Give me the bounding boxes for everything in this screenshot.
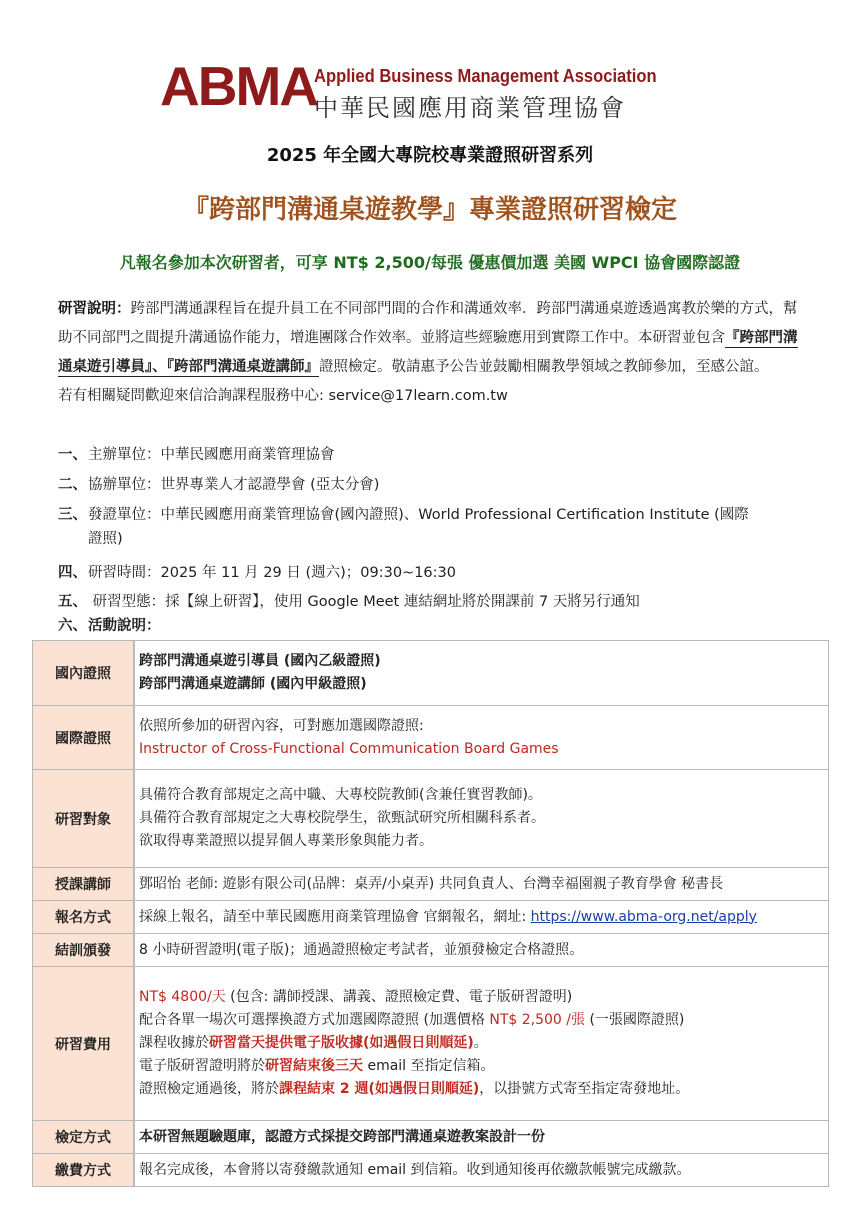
intro-cert-names: 『跨部門溝通桌遊引導員』、『跨部門溝通桌遊講師』 bbox=[58, 330, 798, 375]
table-row-exam bbox=[33, 1121, 829, 1154]
logo-mark: ABMA bbox=[160, 55, 317, 117]
row-label: 報名方式 bbox=[33, 901, 135, 934]
table-row-audience bbox=[33, 770, 829, 868]
row-content: 8 小時研習證明(電子版)；通過證照檢定考試者，並頒發檢定合格證照。 bbox=[134, 934, 829, 967]
item-organizer: 一、主辦單位：中華民國應用商業管理協會 bbox=[58, 447, 335, 463]
row-label: 結訓頒發 bbox=[33, 934, 135, 967]
series-title: 2025 年全國大專院校專業證照研習系列 bbox=[266, 145, 594, 166]
row-content: 依照所參加的研習內容，可對應加選國際證照: Instructor of Cross-Functional Communication Board Games bbox=[134, 706, 829, 770]
row-label: 研習費用 bbox=[33, 967, 135, 1121]
intro-text-2: 證照檢定。敬請惠予公告並鼓勵相關教學領域之教師參加，至感公誼。 bbox=[319, 359, 769, 375]
item-schedule: 四、研習時間：2025 年 11 月 29 日 (週六)；09:30~16:30 bbox=[58, 565, 456, 581]
registration-link[interactable]: https://www.abma-org.net/apply bbox=[530, 908, 757, 925]
row-content: NT$ 4800/天 (包含: 講師授課、講義、證照檢定費、電子版研習證明) 配合各單一場次可選擇換證方式加選國際證照 (加選價格 NT$ 2,500 /張 (一張國際證照) 課程收據於研習當天提供電子版收據(如遇假日則順延)。 電子版研習證明將於研習結束後三天 email 至指定信箱。 證照檢定通過後，將於課程結束 2 週(如遇假日則順延)，以掛號方式寄至指定寄發地址。 bbox=[134, 967, 829, 1121]
row-content: 鄧昭怡 老師: 遊影有限公司(品牌：桌弄/小桌弄) 共同負責人、台灣幸福園親子教育學會 秘書長 bbox=[134, 868, 829, 901]
page-title: 『跨部門溝通桌遊教學』專業證照研習檢定 bbox=[182, 195, 677, 225]
row-content: 採線上報名，請至中華民國應用商業管理協會 官網報名，網址: https://www.abma-org.net/apply bbox=[134, 901, 829, 934]
row-label: 檢定方式 bbox=[33, 1121, 135, 1154]
intro-paragraph bbox=[58, 295, 798, 411]
intro-label: 研習說明： bbox=[58, 301, 131, 317]
table-row-payment bbox=[33, 1154, 829, 1187]
row-label: 繳費方式 bbox=[33, 1154, 135, 1187]
row-label: 國內證照 bbox=[33, 641, 135, 706]
item-issuer: 三、發證單位：中華民國應用商業管理協會(國內證照)、World Professional Certification Institute (國際 證照) bbox=[58, 507, 749, 547]
table-row-international bbox=[33, 706, 829, 770]
row-content: 跨部門溝通桌遊引導員 (國內乙級證照) 跨部門溝通桌遊講師 (國內甲級證照) bbox=[134, 641, 829, 706]
table-row-registration bbox=[33, 901, 829, 934]
table-row-fee bbox=[33, 967, 829, 1121]
item-activity-heading: 六、活動說明： bbox=[58, 618, 161, 634]
promo-line: 凡報名參加本次研習者，可享 NT$ 2,500/每張 優惠價加選 美國 WPCI 協會國際認證 bbox=[119, 253, 741, 272]
intro-text-1: 跨部門溝通課程旨在提升員工在不同部門間的合作和溝通效率．跨部門溝通桌遊透過寓教於樂的方式，幫助不同部門之間提升溝通協作能力，增進團隊合作效率。並將這些經驗應用到實際工作中。本研習並包含 bbox=[58, 301, 798, 346]
abma-logo bbox=[160, 55, 680, 122]
row-label: 研習對象 bbox=[33, 770, 135, 868]
row-content: 報名完成後，本會將以寄發繳款通知 email 到信箱。收到通知後再依繳款帳號完成繳款。 bbox=[134, 1154, 829, 1187]
contact-line: 若有相關疑問歡迎來信洽詢課程服務中心: service@17learn.com.tw bbox=[58, 388, 508, 404]
row-label: 授課講師 bbox=[33, 868, 135, 901]
row-content: 具備符合教育部規定之高中職、大專校院教師(含兼任實習教師)。 具備符合教育部規定之大專校院學生，欲甄試研究所相關科系者。 欲取得專業證照以提昇個人專業形象與能力者。 bbox=[134, 770, 829, 868]
logo-chinese-name: 中華民國應用商業管理協會 bbox=[314, 94, 626, 122]
item-format: 五、 研習型態：採【線上研習】，使用 Google Meet 連結網址將於開課前 7 天將另行通知 bbox=[58, 594, 640, 610]
activity-table bbox=[32, 640, 829, 1187]
table-row-domestic bbox=[33, 641, 829, 706]
row-label: 國際證照 bbox=[33, 706, 135, 770]
logo-english-name: Applied Business Management Association bbox=[314, 66, 657, 86]
row-content: 本研習無題驗題庫，認證方式採提交跨部門溝通桌遊教案設計一份 bbox=[134, 1121, 829, 1154]
table-row-completion bbox=[33, 934, 829, 967]
table-row-instructor bbox=[33, 868, 829, 901]
item-co-organizer: 二、協辦單位：世界專業人才認證學會 (亞太分會) bbox=[58, 477, 380, 493]
